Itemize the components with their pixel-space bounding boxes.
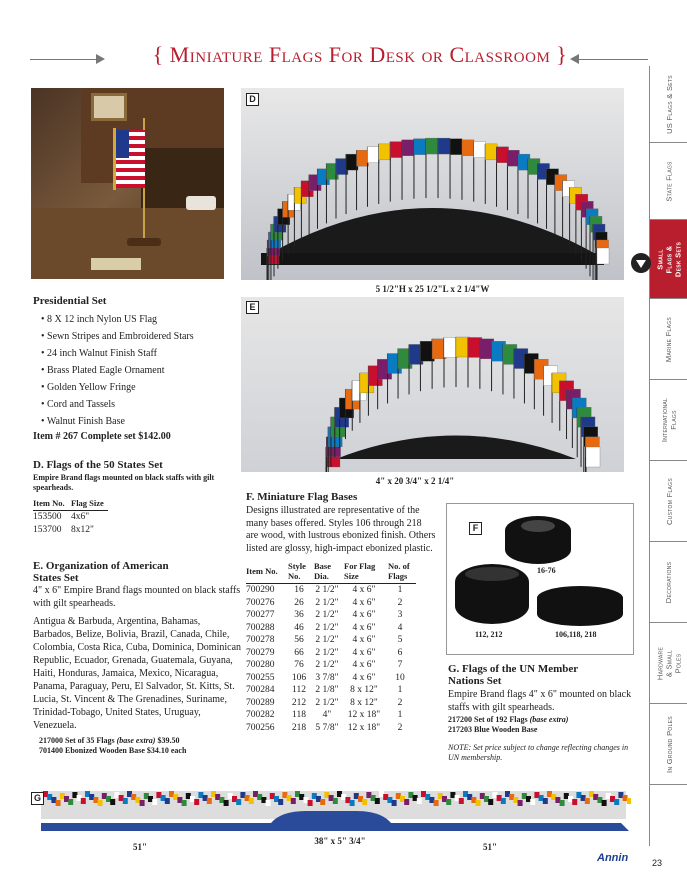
- table-row: 153700 8x12": [33, 524, 94, 535]
- flag: [68, 799, 73, 805]
- section-e: [33, 560, 243, 756]
- flag: [81, 798, 86, 804]
- table-row: 700278 56 2 1/2" 4 x 6" 5: [246, 635, 403, 645]
- table-row: 700290 16 2 1/2" 4 x 6" 1: [246, 585, 403, 595]
- image-g-dim-left: 51": [133, 842, 147, 852]
- flag: [357, 150, 369, 166]
- bullet-item: • Cord and Tassels: [41, 399, 115, 410]
- flag: [585, 798, 590, 804]
- states-flag-set-photo: [241, 88, 624, 280]
- flag: [485, 144, 497, 160]
- flag: [446, 799, 451, 805]
- tab-custom-flags[interactable]: Custom Flags: [650, 461, 687, 542]
- section-d-title: D. Flags of the 50 States Set: [33, 459, 163, 471]
- flag: [207, 798, 212, 804]
- table-row: 700280 76 2 1/2" 4 x 6" 7: [246, 660, 403, 670]
- flag: [586, 447, 600, 467]
- flag: [417, 798, 422, 804]
- section-f-table: Item No. Style No. Base Dia. For Flag Size No. of Flags 700290 16 2 1/2" 4 x 6" 1 700276 26 2 1/2" 4 x 6" 2 700277 36 2 1/2" 4 x 6" 3 700288 46 2 1/2" 4 x 6" 4 700278 56 2 1/2" 4 x 6" 5 700279 66 2 1/2" 4 x 6" 6 700280 76 2 1/2" 4 x 6" 7 700255 106 3 7/8" 4 x 6" 10 700284 112 2 1/8" 8 x 12" 1 700289 212 2 1/2" 8 x 12" 2 700282 118 4" 12 x 18" 1 700256 218 5 7/8" 12 x 18" 2: [246, 561, 416, 734]
- tab-us-flags[interactable]: US Flags & Sets: [650, 66, 687, 143]
- table-row: 700255 106 3 7/8" 4 x 6" 10: [246, 672, 405, 683]
- flag: [434, 800, 439, 806]
- image-e-label: E: [246, 301, 259, 314]
- oas-flags-illustration: [241, 297, 624, 472]
- table-row: 700289 212 2 1/2" 8 x 12" 2: [246, 697, 403, 708]
- flag: [426, 138, 438, 154]
- flag: [375, 798, 380, 804]
- image-f-label: F: [469, 522, 482, 535]
- flag: [350, 800, 355, 806]
- image-e-dimensions: 4" x 20 3/4" x 2 1/4": [375, 476, 455, 486]
- section-d-table: [33, 498, 108, 536]
- flag: [476, 800, 481, 806]
- image-d-label: D: [246, 93, 259, 106]
- image-g-dim-right: 51": [483, 842, 497, 852]
- col-item-no: Item No.: [33, 498, 71, 511]
- flag: [518, 800, 523, 806]
- flag: [56, 800, 61, 806]
- flag: [291, 798, 296, 804]
- flag: [543, 798, 548, 804]
- section-e-desc: 4" x 6" Empire Brand flags mounted on black staffs with gilt spearheads.: [33, 585, 241, 609]
- section-g-items: 217200 Set of 192 Flags (base extra) 217203 Blue Wooden Base: [448, 715, 569, 734]
- image-g-dim-mid: 38" x 5" 3/4": [314, 836, 366, 846]
- flag: [320, 799, 325, 805]
- header-rule-right: [578, 59, 648, 60]
- flag: [266, 800, 271, 806]
- flag: [602, 800, 607, 806]
- flag: [614, 799, 619, 805]
- tab-state-flags[interactable]: State Flags: [650, 143, 687, 220]
- flag: [333, 798, 338, 804]
- flag: [560, 800, 565, 806]
- section-g: [448, 663, 634, 763]
- table-row: 700288 46 2 1/2" 4 x 6" 4: [246, 622, 403, 633]
- flag: [308, 800, 313, 806]
- flag: [597, 248, 609, 264]
- tab-decorations[interactable]: Decorations: [650, 542, 687, 623]
- presidential-set-photo: [31, 88, 224, 279]
- section-marker-icon: [631, 253, 651, 273]
- annin-logo: Annin: [597, 852, 629, 864]
- flag: [392, 800, 397, 806]
- header-rule-left: [30, 59, 100, 60]
- tab-small-flags[interactable]: Small Flags & Desk Sets: [650, 220, 687, 299]
- flag: [402, 140, 414, 156]
- flag: [123, 798, 128, 804]
- oas-flag-set-photo: [241, 297, 624, 472]
- table-row: 700279 66 2 1/2" 4 x 6" 6: [246, 647, 403, 658]
- flag: [474, 142, 486, 158]
- flag: [140, 800, 145, 806]
- table-row: 700256 218 5 7/8" 12 x 18" 2: [246, 722, 403, 733]
- section-f: [246, 491, 436, 734]
- flag: [459, 798, 464, 804]
- bullet-item: • 8 X 12 inch Nylon US Flag: [41, 314, 158, 325]
- image-d-dimensions: 5 1/2"H x 25 1/2"L x 2 1/4"W: [375, 284, 490, 294]
- section-d: [33, 459, 228, 536]
- flag: [152, 799, 157, 805]
- base-caption-2: 112, 212: [475, 630, 503, 639]
- section-tabs: [649, 66, 687, 846]
- flag: [194, 799, 199, 805]
- table-row: 700282 118 4" 12 x 18" 1: [246, 710, 403, 720]
- flag: [501, 798, 506, 804]
- section-e-countries: Antigua & Barbuda, Argentina, Bahamas, Barbados, Belize, Bolivia, Brazil, Canada, Chile, Colombia, Costa Rica, Cuba, Dominica, Dominican Republic, Ecuador, Grenada, Guatemala, Guyana, Haiti, Honduras, Jamaica, Mexico, Nicaragua, Panama, Paraguay, Peru, El Salvador, St. Kitts, St. Lucia, St. Vincent & The Grenadines, Suriname, Trinidad-Tobago, United States, Uruguay, Venezuela.: [33, 616, 242, 731]
- bullet-item: • Brass Plated Eagle Ornament: [41, 365, 165, 376]
- flag: [572, 799, 577, 805]
- flag: [98, 800, 103, 806]
- table-row: 153500 4x6": [33, 512, 90, 522]
- flag: [362, 799, 367, 805]
- flag: [404, 799, 409, 805]
- states-flags-illustration: [241, 88, 624, 280]
- bullet-item: • Sewn Stripes and Embroidered Stars: [41, 331, 194, 342]
- table-row: 700277 36 2 1/2" 4 x 6" 3: [246, 610, 403, 620]
- flag: [165, 798, 170, 804]
- section-f-desc: Designs illustrated are representative of the many bases offered. Styles 106 through 218 are wood, with lustrous ebonized finish. Others listed are glossy, high-impact ebonized plastic.: [246, 505, 436, 554]
- bullet-item: • Golden Yellow Fringe: [41, 382, 136, 393]
- section-e-set: 217000 Set of 35 Flags (base extra) $39.50 701400 Ebonized Wooden Base $34.10 each: [39, 736, 187, 755]
- image-g-label: G: [31, 792, 44, 805]
- tab-hardware[interactable]: Hardware & Small Poles: [650, 623, 687, 704]
- flag: [530, 799, 535, 805]
- presidential-section: [33, 295, 228, 444]
- table-row: 700276 26 2 1/2" 4 x 6" 2: [246, 597, 403, 608]
- flag: [367, 147, 379, 163]
- bases-photo: [446, 503, 634, 655]
- page-number: 23: [652, 858, 663, 868]
- section-g-desc: Empire Brand flags 4" x 6" mounted on black staffs with gilt spearheads.: [448, 689, 632, 713]
- flag: [438, 138, 450, 154]
- flag: [462, 140, 474, 156]
- flag: [390, 142, 402, 158]
- presidential-title: Presidential Set: [33, 295, 107, 307]
- flag: [497, 147, 509, 163]
- flag: [488, 799, 493, 805]
- presidential-item: Item # 267 Complete set $142.00: [33, 431, 171, 442]
- section-f-title: F. Miniature Flag Bases: [246, 491, 358, 503]
- flag: [627, 798, 631, 804]
- bullet-item: • 24 inch Walnut Finish Staff: [41, 348, 157, 359]
- section-g-note: NOTE: Set price subject to change reflecting changes in UN membership.: [448, 743, 629, 762]
- flag: [414, 139, 426, 155]
- section-e-title: E. Organization of American States Set: [33, 560, 169, 584]
- table-row: 700284 112 2 1/8" 8 x 12" 1: [246, 685, 403, 695]
- flag: [224, 800, 229, 806]
- flag: [249, 798, 254, 804]
- tab-marine-flags[interactable]: Marine Flags: [650, 299, 687, 380]
- col-flag-size: Flag Size: [71, 498, 108, 511]
- page-title: { Miniature Flags For Desk or Classroom }: [152, 42, 568, 67]
- tab-international-flags[interactable]: International Flags: [650, 380, 687, 461]
- base-caption-3: 106,118, 218: [555, 630, 597, 639]
- flag: [379, 144, 391, 160]
- flag: [110, 799, 115, 805]
- flag: [182, 800, 187, 806]
- section-d-desc: Empire Brand flags mounted on black staffs with gilt spearheads.: [33, 473, 215, 492]
- bullet-item: • Walnut Finish Base: [41, 416, 125, 427]
- flag: [450, 139, 462, 155]
- flag: [278, 799, 283, 805]
- base-106-118-218: [537, 586, 623, 626]
- flag: [236, 799, 241, 805]
- section-g-title: G. Flags of the UN Member Nations Set: [448, 663, 578, 687]
- base-caption-1: 16-76: [537, 566, 556, 575]
- tab-in-ground-poles[interactable]: In Ground Poles: [650, 704, 687, 785]
